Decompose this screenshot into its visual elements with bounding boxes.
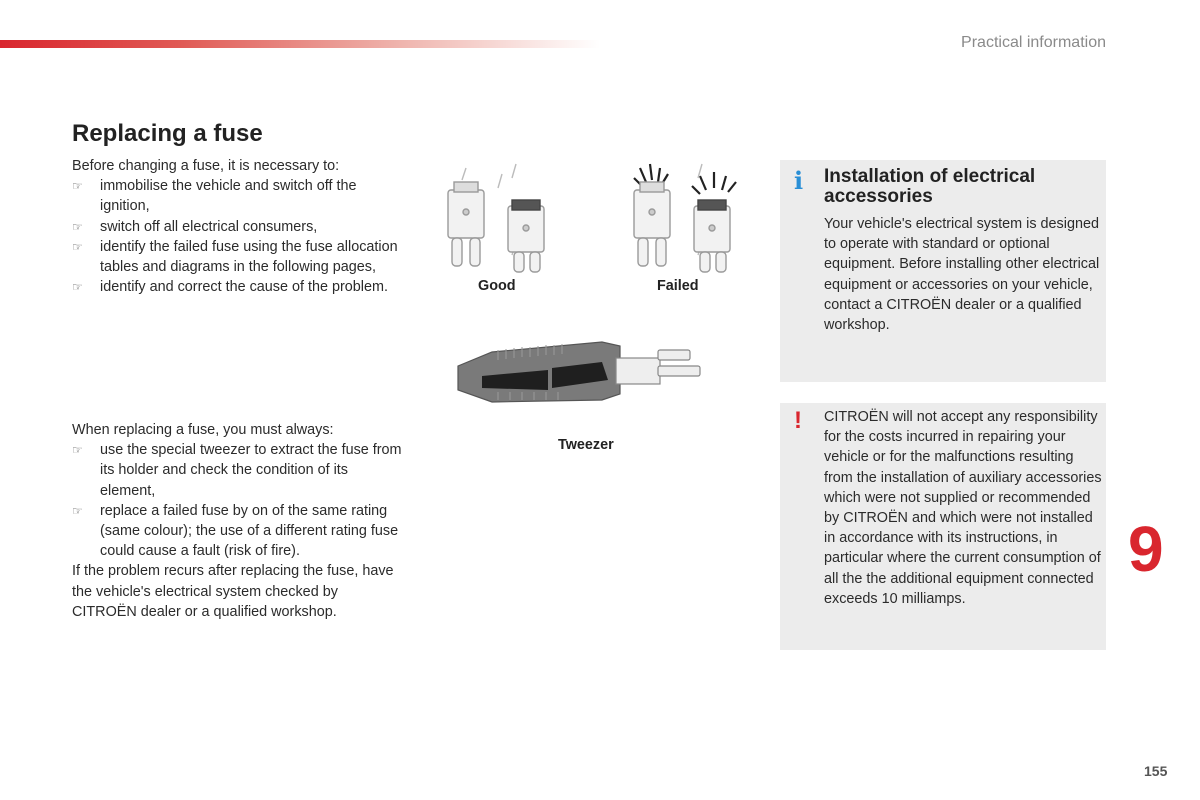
warning-box <box>780 403 1106 650</box>
info-box-title: Installation of electrical accessories <box>824 166 1036 207</box>
preparation-intro: Before changing a fuse, it is necessary to: <box>72 158 340 174</box>
step-text: switch off all electrical consumers, <box>100 218 318 235</box>
list-item <box>72 176 402 216</box>
section-header: Practical information <box>961 34 1106 51</box>
list-item <box>72 440 402 501</box>
page-title: Replacing a fuse <box>72 120 263 147</box>
info-box <box>780 160 1106 382</box>
pointing-hand-icon: ☞ <box>72 179 83 194</box>
pointing-hand-icon: ☞ <box>72 503 83 518</box>
closing-note: If the problem recurs after replacing the fuse, have the vehicle's electrical system checked by CITROËN dealer or a qualified workshop. <box>72 563 394 620</box>
failed-fuse-label: Failed <box>657 278 699 294</box>
pointing-hand-icon: ☞ <box>72 219 83 234</box>
step-text: immobilise the vehicle and switch off the ignition, <box>100 178 357 215</box>
step-text: identify and correct the cause of the problem. <box>100 279 388 296</box>
list-item <box>72 237 402 277</box>
page-number: 155 <box>1144 763 1168 779</box>
step-text: replace a failed fuse by on of the same rating (same colour); the use of a different rating fuse could cause a fault (risk of fire). <box>100 502 399 560</box>
preparation-steps <box>72 176 402 297</box>
warning-box-text: CITROËN will not accept any responsibility for the costs incurred in repairing your vehicle or for the malfunctions resulting from the installation of auxiliary accessories which were not supplied or recommended by CITROËN and which were not installed in accordance with its instructions, in particular where the current consumption of all the the additional equipment connected exceeds 10 milliamps. <box>824 409 1102 607</box>
replacement-instructions <box>72 420 402 622</box>
step-text: identify the failed fuse using the fuse allocation tables and diagrams in the following pages, <box>100 238 398 276</box>
failed-fuses-illustration <box>626 160 746 275</box>
list-item <box>72 501 402 562</box>
tweezer-illustration <box>452 336 706 408</box>
info-box-text: Your vehicle's electrical system is designed to operate with standard or optional equipment. Before installing other electrical equipment or accessories on your vehicle, contact a CITROËN dealer or a qualified workshop. <box>824 216 1100 334</box>
good-fuses-illustration <box>440 160 560 275</box>
header-accent-bar <box>0 40 600 48</box>
good-fuse-label: Good <box>478 278 516 294</box>
replacement-intro: When replacing a fuse, you must always: <box>72 422 334 438</box>
pointing-hand-icon: ☞ <box>72 239 83 254</box>
pointing-hand-icon: ☞ <box>72 443 83 458</box>
list-item <box>72 277 402 297</box>
pointing-hand-icon: ☞ <box>72 280 83 295</box>
tweezer-label: Tweezer <box>558 437 614 453</box>
chapter-number: 9 <box>1128 513 1164 585</box>
preparation-instructions <box>72 156 402 297</box>
replacement-steps <box>72 440 402 561</box>
step-text: use the special tweezer to extract the fuse from its holder and check the condition of its element, <box>100 442 402 499</box>
warning-icon: ! <box>794 407 802 434</box>
list-item <box>72 217 402 237</box>
info-icon: i <box>794 166 804 195</box>
